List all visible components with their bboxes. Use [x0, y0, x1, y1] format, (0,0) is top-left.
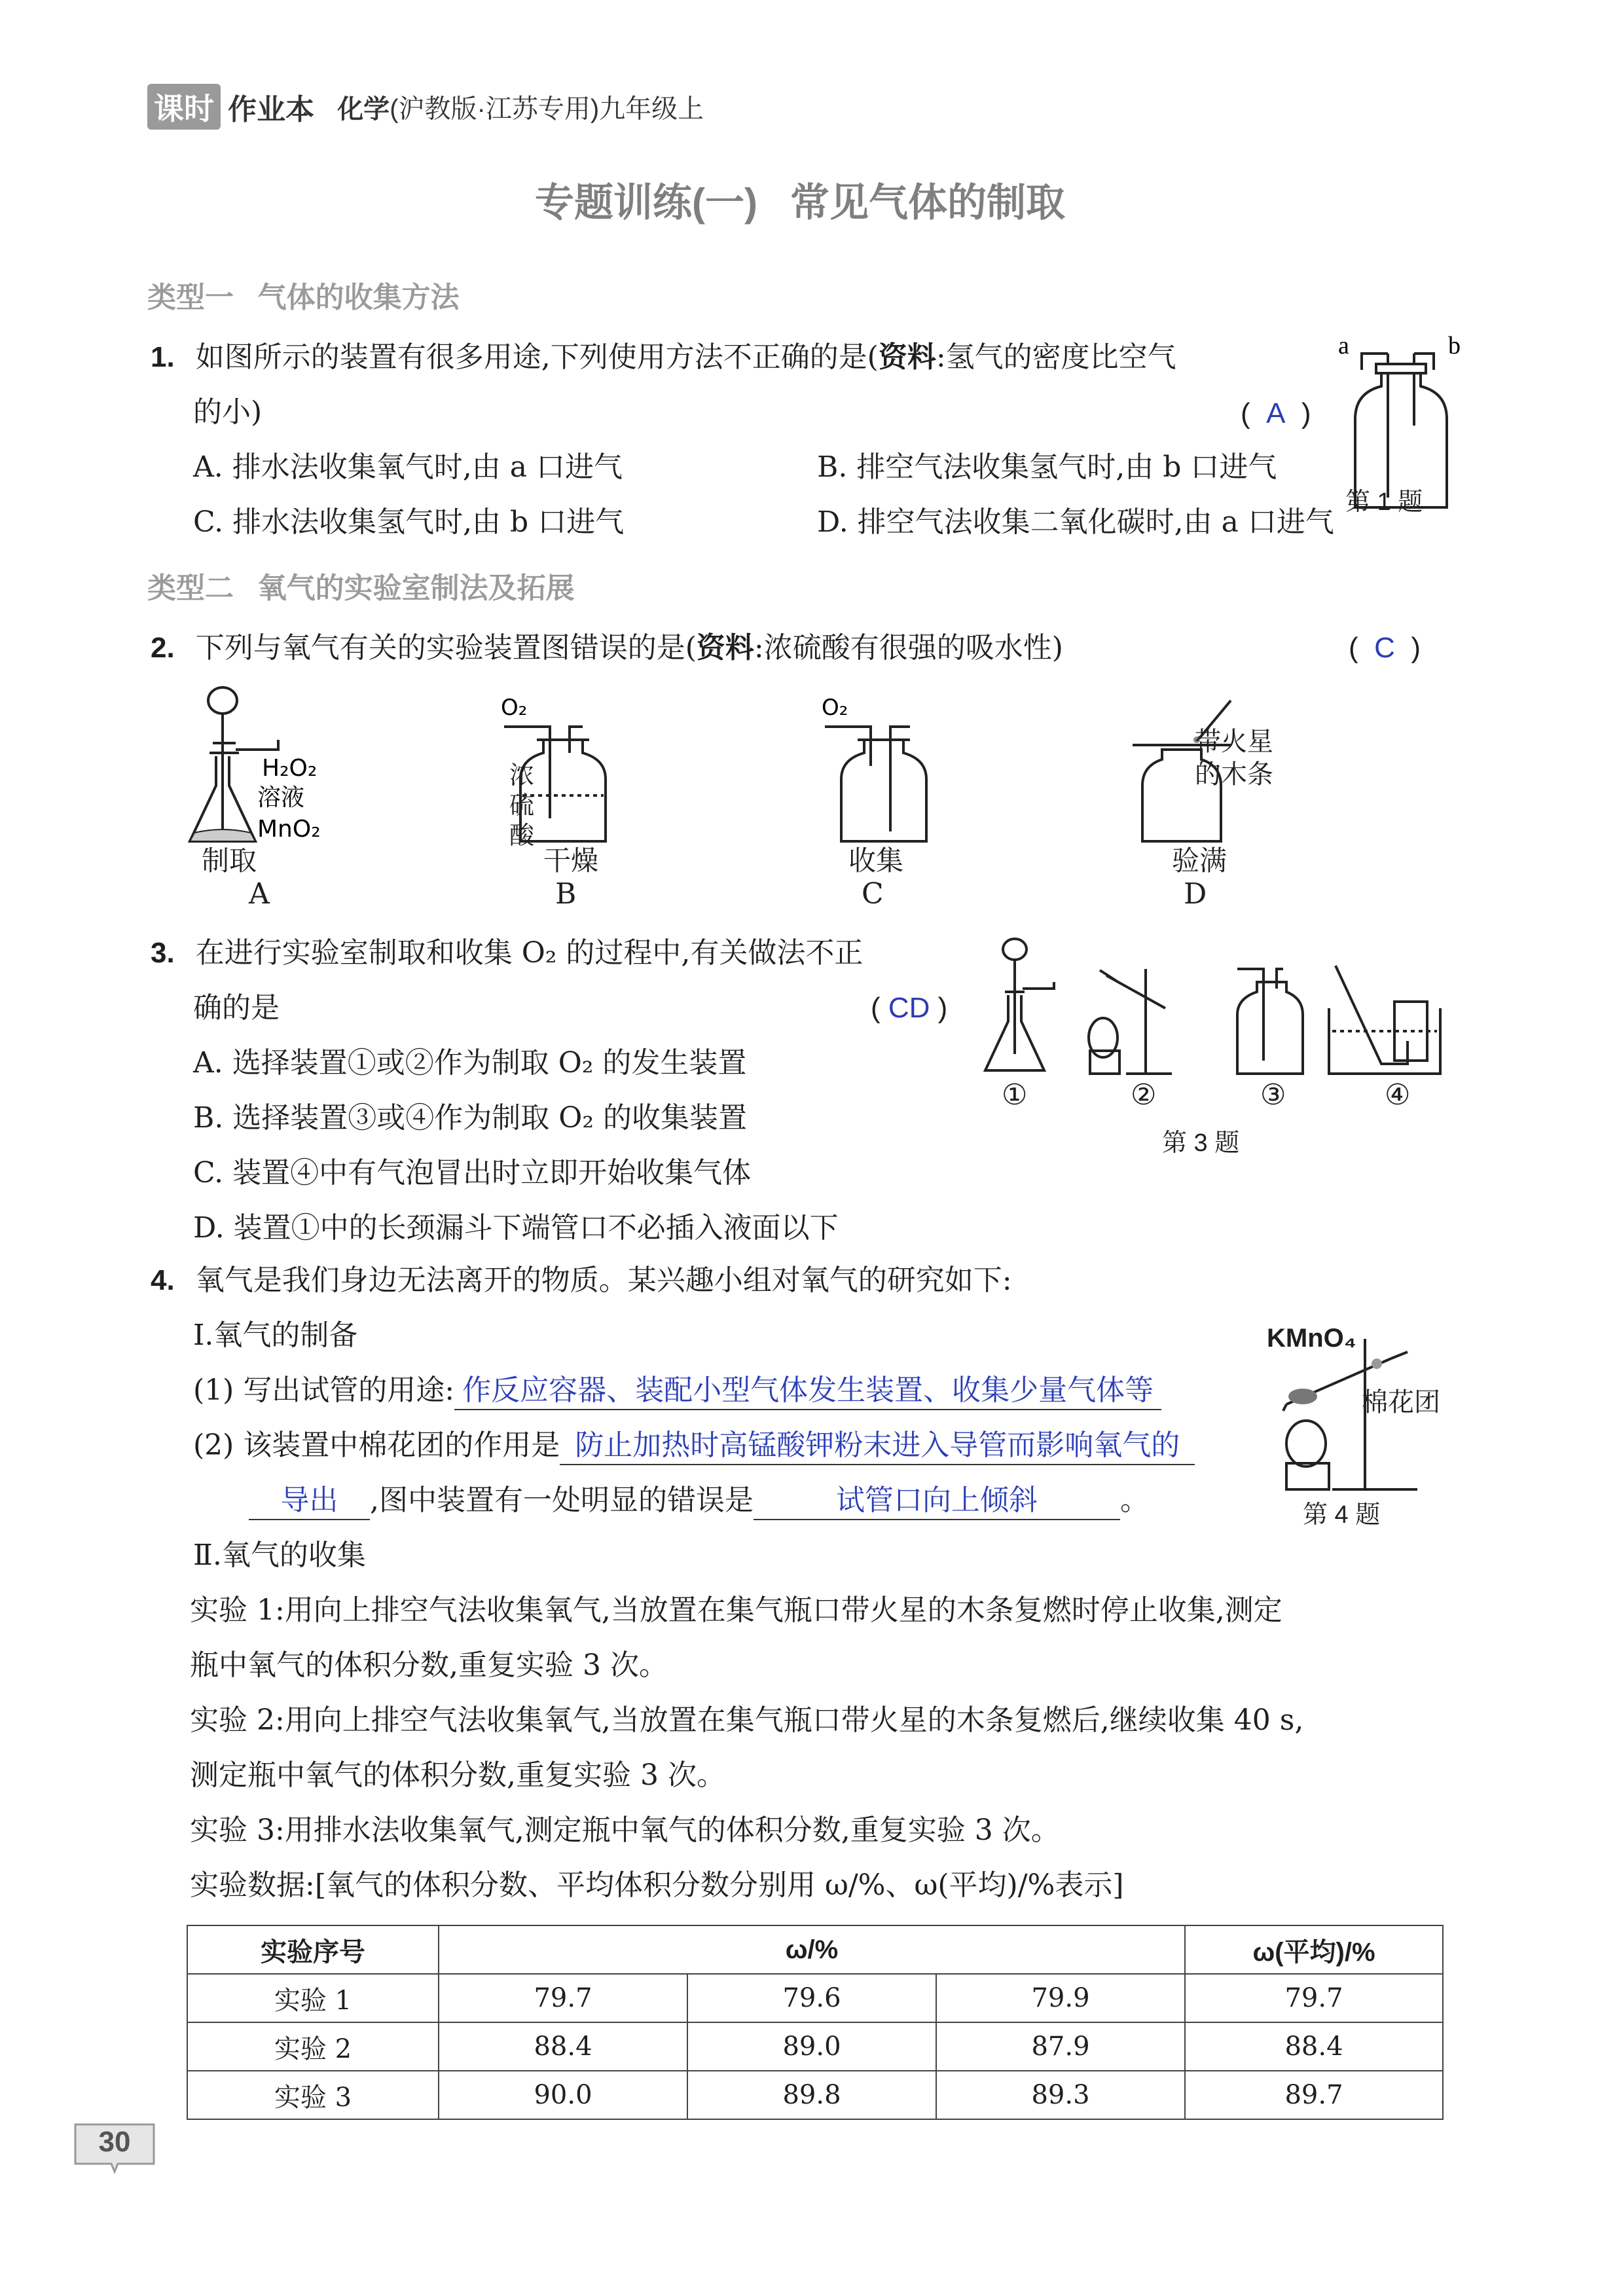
q1-option-d: D. 排空气法收集二氧化碳时,由 a 口进气: [817, 505, 1334, 539]
q3-option-c: C. 装置④中有气泡冒出时立即开始收集气体: [193, 1156, 752, 1190]
brand-logo: 课时: [147, 84, 221, 130]
q2-fig-b-label: 干燥: [543, 845, 599, 876]
q3-stem: 在进行实验室制取和收集 O₂ 的过程中,有关做法不正: [195, 936, 864, 970]
q4-exp2-line2: 测定瓶中氧气的体积分数,重复实验 3 次。: [190, 1758, 725, 1792]
q2-fig-c-gas: O₂: [822, 695, 848, 721]
q2-fig-d-label: 验满: [1172, 845, 1227, 876]
row-name: 实验 3: [187, 2071, 439, 2119]
q3-option-b: B. 选择装置③或④作为制取 O₂ 的收集装置: [193, 1101, 747, 1135]
q3-option-d: D. 装置①中的长颈漏斗下端管口不必插入液面以下: [193, 1211, 839, 1245]
cell-value: 89.8: [687, 2071, 936, 2119]
q4-p2-answer1: 防止加热时高锰酸钾粉末进入导管而影响氧气的: [575, 1429, 1180, 1461]
q2-fig-c-label: 收集: [848, 845, 904, 876]
q1-figure-caption: 第 1 题: [1345, 488, 1423, 516]
q1-stem: 如图所示的装置有很多用途,下列使用方法不正确的是(: [195, 340, 879, 374]
q2-fig-a-chem1: H₂O₂: [262, 755, 318, 782]
section-heading: 类型一 气体的收集方法: [147, 282, 460, 314]
q3-number: 3.: [151, 937, 175, 969]
q4-p1-question: (1) 写出试管的用途:: [193, 1374, 455, 1407]
q2-answer: C: [1374, 632, 1395, 664]
cell-value: 89.0: [687, 2022, 936, 2071]
q4-p2-end: 。: [1120, 1484, 1149, 1517]
q4-p2-question: (2) 该装置中棉花团的作用是: [193, 1429, 560, 1462]
cell-average: 79.7: [1185, 1974, 1443, 2022]
q4-exp1-line1: 实验 1:用向上排空气法收集氧气,当放置在集气瓶口带火星的木条复燃时停止收集,测定: [190, 1594, 1282, 1627]
page-number: 30: [98, 2126, 131, 2158]
cell-value: 79.9: [936, 1974, 1185, 2022]
q4-p2-mid: ,图中装置有一处明显的错误是: [370, 1484, 754, 1517]
q4-exp2-line1: 实验 2:用向上排空气法收集氧气,当放置在集气瓶口带火星的木条复燃后,继续收集 40 s,: [190, 1704, 1304, 1737]
q2-stem-line: [151, 630, 1063, 666]
q4-p2-answer3: 试管口向上倾斜: [836, 1484, 1038, 1516]
q3-fig-label-1: ①: [1002, 1078, 1028, 1112]
q1-fig-label-b: b: [1448, 334, 1461, 359]
q1-ref-text: :氢气的密度比空气: [936, 340, 1176, 374]
cell-value: 79.7: [439, 1974, 687, 2022]
header-omega: ω/%: [439, 1925, 1185, 1974]
q3-stem-line2: 确的是: [193, 991, 280, 1025]
q4-p1-line: [193, 1372, 1161, 1410]
cell-average: 88.4: [1185, 2022, 1443, 2071]
q3-fig-label-2: ②: [1131, 1078, 1157, 1112]
row-name: 实验 1: [187, 1974, 439, 2022]
cell-average: 89.7: [1185, 2071, 1443, 2119]
q2-fig-b-reagent: [509, 761, 534, 851]
q2-figure-c-collection-bottle: [818, 687, 936, 845]
header-experiment: 实验序号: [187, 1925, 439, 1974]
table-row: [187, 2071, 1443, 2119]
header: [147, 84, 704, 130]
experiment-data-table: [187, 1925, 1444, 2120]
table-row: [187, 1974, 1443, 2022]
q1-option-c: C. 排水法收集氢气时,由 b 口进气: [193, 505, 625, 539]
q1-stem-line2: 的小): [193, 395, 263, 429]
q2-fig-d-note: [1195, 725, 1273, 791]
q2-fig-c-letter: C: [862, 877, 884, 911]
q1-option-b: B. 排空气法收集氢气时,由 b 口进气: [817, 450, 1277, 484]
q3-option-a: A. 选择装置①或②作为制取 O₂ 的发生装置: [193, 1046, 747, 1080]
q4-stem: 氧气是我们身边无法离开的物质。某兴趣小组对氧气的研究如下:: [195, 1264, 1012, 1297]
page-title: 专题训练(一) 常见气体的制取: [535, 181, 1065, 225]
q2-fig-d-note2: 的木条: [1195, 760, 1273, 789]
q4-stem-line: [151, 1262, 1012, 1299]
q3-fig-label-3: ③: [1260, 1078, 1286, 1112]
cell-value: 79.6: [687, 1974, 936, 2022]
cell-value: 90.0: [439, 2071, 687, 2119]
q4-fig-chem: KMnO₄: [1267, 1324, 1356, 1353]
edition: (沪教版·江苏专用)九年级上: [390, 94, 704, 124]
q1-ref-label: 资料: [878, 341, 936, 373]
q2-fig-a-letter: A: [249, 877, 270, 911]
cell-value: 88.4: [439, 2022, 687, 2071]
header-omega-average: ω(平均)/%: [1185, 1925, 1443, 1974]
page-number-badge: [69, 2118, 160, 2177]
q3-stem-line1: [151, 935, 863, 972]
q4-number: 4.: [151, 1264, 175, 1296]
q4-p2-line: [193, 1427, 1195, 1465]
q3-figure-apparatus: [975, 930, 1460, 1087]
table-header-row: [187, 1925, 1443, 1974]
q2-fig-b-reagent1: 浓: [509, 762, 535, 790]
q4-figure-caption: 第 4 题: [1303, 1501, 1381, 1529]
subject-name: 化学: [337, 94, 390, 124]
q3-figure-caption: 第 3 题: [1162, 1129, 1240, 1157]
q2-answer-bracket: ( C ): [1349, 632, 1421, 664]
q2-fig-b-reagent3: 酸: [509, 822, 535, 850]
q4-exp1-line2: 瓶中氧气的体积分数,重复实验 3 次。: [190, 1649, 668, 1682]
q1-answer-bracket: ( A ): [1241, 397, 1311, 429]
row-name: 实验 2: [187, 2022, 439, 2071]
q2-fig-d-note1: 带火星: [1195, 727, 1273, 756]
q3-answer: CD: [888, 992, 930, 1024]
q1-answer: A: [1266, 397, 1286, 429]
q2-fig-b-letter: B: [555, 877, 577, 911]
section-heading: 类型二 氧气的实验室制法及拓展: [147, 572, 575, 604]
q2-ref-text: :浓硫酸有很强的吸水性): [754, 631, 1063, 665]
q3-answer-bracket: ( CD ): [871, 992, 948, 1024]
q2-fig-d-letter: D: [1184, 877, 1207, 911]
q4-p2-line2: [249, 1482, 1149, 1520]
q2-fig-b-reagent2: 硫: [509, 792, 535, 820]
table-row: [187, 2022, 1443, 2071]
q2-stem: 下列与氧气有关的实验装置图错误的是(: [195, 631, 697, 665]
q4-part2-heading: Ⅱ.氧气的收集: [193, 1539, 366, 1572]
q2-fig-a-chem2: 溶液: [257, 784, 305, 811]
book-name: 作业本: [228, 94, 315, 126]
q1-fig-label-a: a: [1338, 334, 1349, 359]
q2-fig-a-chem3: MnO₂: [257, 816, 321, 843]
q4-p1-answer: 作反应容器、装配小型气体发生装置、收集少量气体等: [462, 1374, 1154, 1406]
q4-p2-answer2: 导出: [280, 1484, 338, 1516]
q1-stem-line1: [151, 339, 1176, 376]
q1-number: 1.: [151, 341, 175, 373]
cell-value: 87.9: [936, 2022, 1185, 2071]
cell-value: 89.3: [936, 2071, 1185, 2119]
q4-data-intro: 实验数据:[氧气的体积分数、平均体积分数分别用 ω/%、ω(平均)/%表示]: [190, 1868, 1124, 1902]
q2-number: 2.: [151, 632, 175, 664]
q2-ref-label: 资料: [696, 632, 754, 664]
q2-fig-a-label: 制取: [202, 845, 257, 876]
q4-part1-heading: Ⅰ.氧气的制备: [193, 1319, 358, 1352]
q4-exp3: 实验 3:用排水法收集氧气,测定瓶中氧气的体积分数,重复实验 3 次。: [190, 1813, 1060, 1847]
q4-fig-note: 棉花团: [1362, 1388, 1440, 1417]
q1-option-a: A. 排水法收集氧气时,由 a 口进气: [193, 450, 623, 484]
q3-fig-label-4: ④: [1385, 1078, 1411, 1112]
q2-fig-b-gas: O₂: [501, 695, 528, 721]
